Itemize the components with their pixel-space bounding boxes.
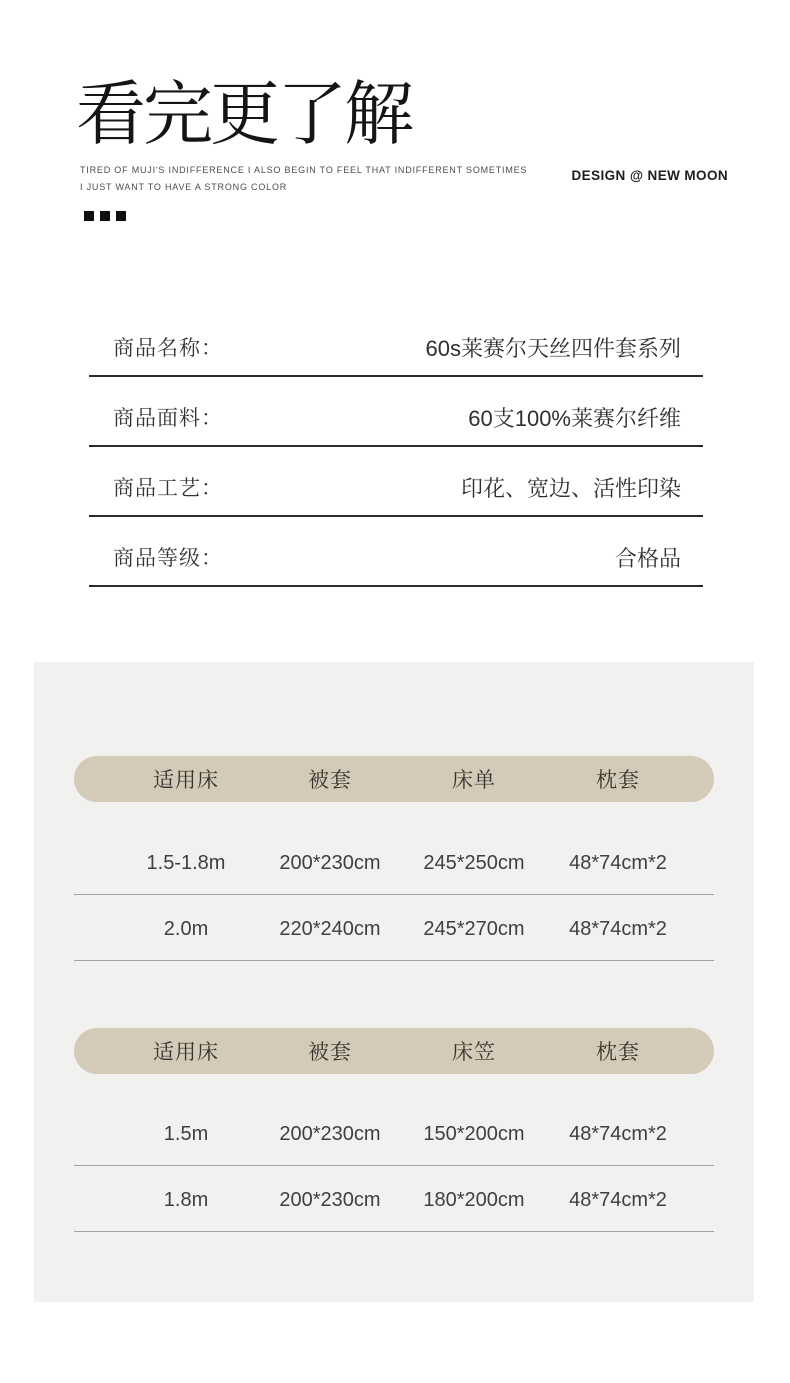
attribute-value: 60s莱赛尔天丝四件套系列	[425, 335, 681, 361]
cell-sheet-size: 245*250cm	[423, 852, 525, 874]
attribute-label: 商品等级：	[113, 547, 223, 570]
column-header-duvet: 被套	[308, 1041, 352, 1064]
table-row	[74, 895, 714, 961]
attribute-row-name	[89, 307, 703, 377]
table-row	[74, 829, 714, 895]
size-table-1-body	[74, 829, 714, 961]
subtitle-line-1: TIRED OF MUJI'S INDIFFERENCE I ALSO BEGIN TO FEEL THAT INDIFFERENT SOMETIMES	[80, 165, 528, 175]
column-header-sheet: 床单	[452, 769, 496, 792]
attribute-row-craft	[89, 447, 703, 517]
attribute-row-fabric	[89, 377, 703, 447]
cell-pillow-size: 48*74cm*2	[569, 852, 667, 874]
column-header-pillow: 枕套	[596, 1041, 640, 1064]
table-row	[74, 1100, 714, 1166]
cell-duvet-size: 220*240cm	[279, 918, 381, 940]
cell-pillow-size: 48*74cm*2	[569, 918, 667, 940]
column-header-bed: 适用床	[153, 769, 219, 792]
attribute-value: 合格品	[614, 545, 681, 571]
attribute-value: 印花、宽边、活性印染	[460, 475, 681, 501]
size-table-2-body	[74, 1100, 714, 1232]
attribute-value: 60支100%莱赛尔纤维	[468, 405, 681, 431]
page-title: 看完更了解	[76, 75, 411, 153]
product-attributes	[89, 307, 703, 587]
cell-duvet-size: 200*230cm	[279, 1189, 381, 1211]
attribute-label: 商品名称：	[113, 337, 223, 360]
subtitle-english	[80, 162, 550, 196]
size-table-2-header	[74, 1028, 714, 1074]
brand-label: DESIGN @ NEW MOON	[571, 168, 728, 183]
dot-icon	[100, 211, 110, 221]
cell-fitted-sheet-size: 180*200cm	[423, 1189, 525, 1211]
cell-bed-size: 1.8m	[163, 1189, 209, 1211]
cell-pillow-size: 48*74cm*2	[569, 1189, 667, 1211]
cell-fitted-sheet-size: 150*200cm	[423, 1123, 525, 1145]
attribute-row-grade	[89, 517, 703, 587]
table-row	[74, 1166, 714, 1232]
attribute-label: 商品面料：	[113, 407, 223, 430]
dot-icon	[84, 211, 94, 221]
cell-duvet-size: 200*230cm	[279, 852, 381, 874]
attribute-label: 商品工艺：	[113, 477, 223, 500]
ellipsis-dots-icon	[84, 211, 126, 221]
cell-bed-size: 1.5m	[163, 1123, 209, 1145]
dot-icon	[116, 211, 126, 221]
cell-bed-size: 2.0m	[163, 918, 209, 940]
column-header-duvet: 被套	[308, 769, 352, 792]
cell-pillow-size: 48*74cm*2	[569, 1123, 667, 1145]
cell-duvet-size: 200*230cm	[279, 1123, 381, 1145]
subtitle-line-2: I JUST WANT TO HAVE A STRONG COLOR	[80, 182, 288, 192]
cell-bed-size: 1.5-1.8m	[146, 852, 226, 874]
column-header-pillow: 枕套	[596, 769, 640, 792]
size-table-1-header	[74, 756, 714, 802]
cell-sheet-size: 245*270cm	[423, 918, 525, 940]
column-header-fitted-sheet: 床笠	[452, 1041, 496, 1064]
column-header-bed: 适用床	[153, 1041, 219, 1064]
size-chart-panel	[34, 662, 754, 1302]
